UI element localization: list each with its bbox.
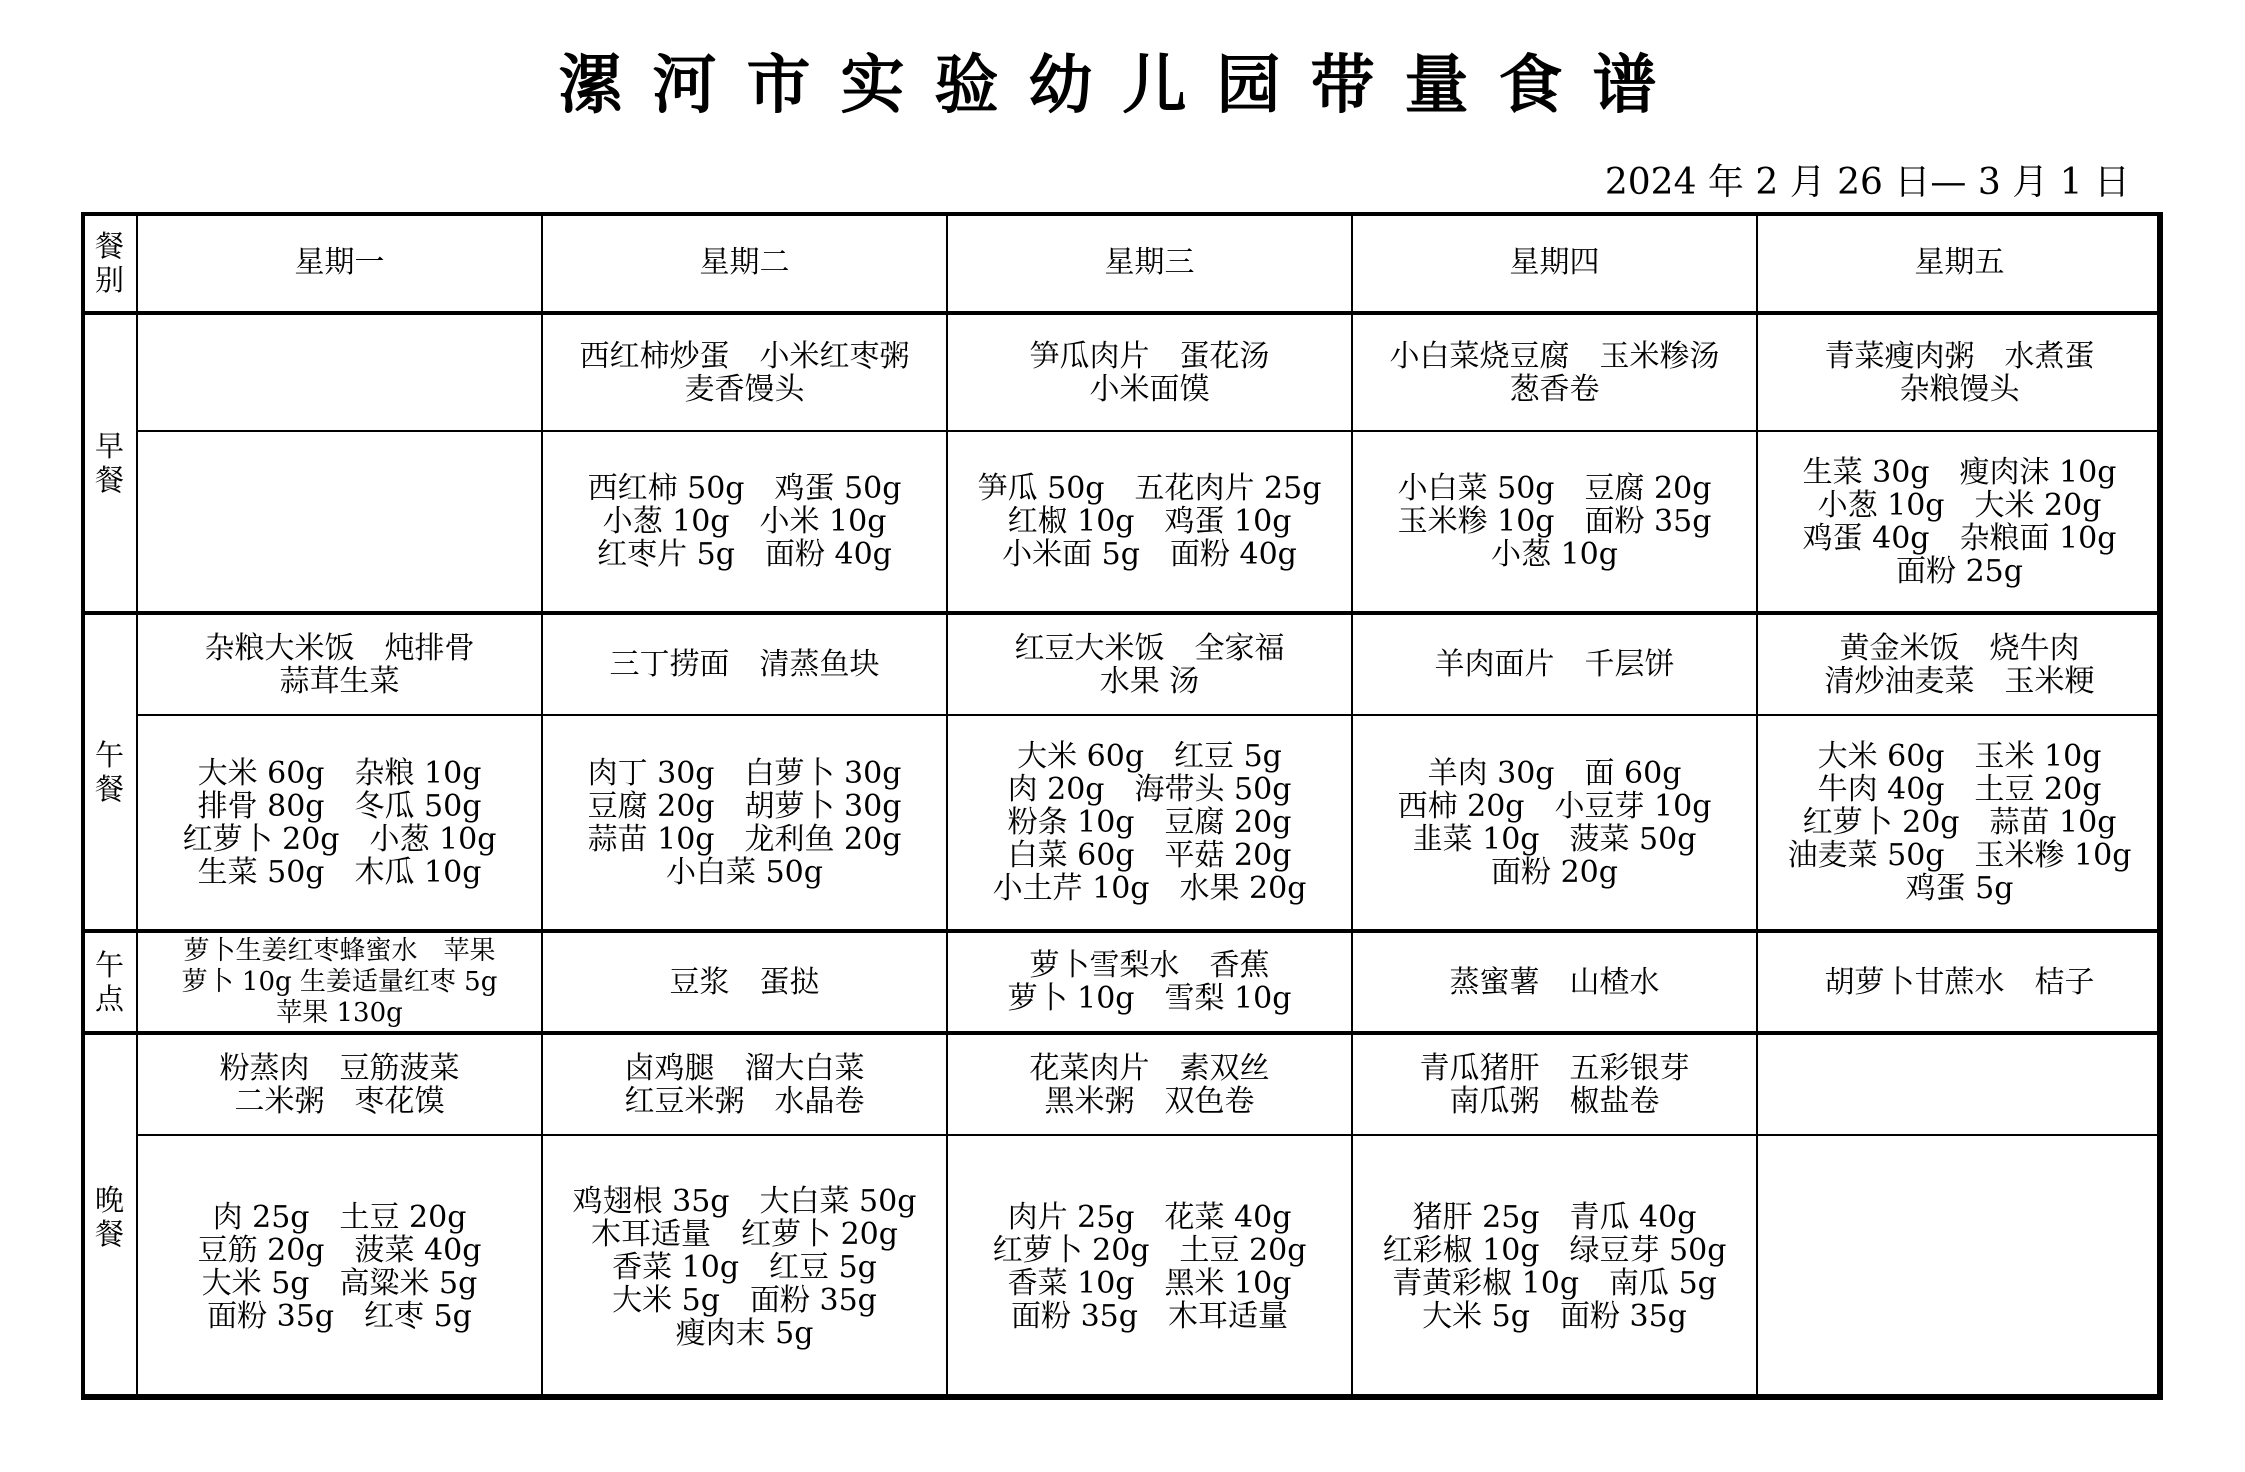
text-line: 小白菜 50g 豆腐 20g <box>1397 471 1712 506</box>
ingredient-cell <box>1352 1135 1757 1399</box>
ingredient-row <box>82 1135 2162 1399</box>
ingredient-cell <box>137 715 542 931</box>
ingredient-cell <box>947 715 1352 931</box>
snack-cell <box>1352 931 1757 1033</box>
ingredient-cell <box>542 431 947 613</box>
day-header: 星期二 <box>542 213 947 313</box>
dish-row <box>82 1033 2162 1135</box>
text-line: 西红柿 50g 鸡蛋 50g <box>587 471 902 506</box>
text-line: 木耳适量 红萝卜 20g <box>591 1216 898 1252</box>
text-line: 牛肉 40g 土豆 20g <box>1817 772 2102 807</box>
dish-cell <box>947 313 1352 431</box>
text-line: 笋瓜 50g 五花肉片 25g <box>977 471 1322 506</box>
ingredient-cell <box>137 431 542 613</box>
dish-row <box>82 613 2162 715</box>
text-line: 蒜苗 10g 龙利鱼 20g <box>587 821 902 857</box>
text-line: 萝卜 10g 雪梨 10g <box>1007 981 1292 1016</box>
day-header: 星期一 <box>137 213 542 313</box>
text-line: 排骨 80g 冬瓜 50g <box>197 788 482 824</box>
text-line: 面粉 35g 木耳适量 <box>1011 1299 1288 1334</box>
text-line: 黄金米饭 烧牛肉 <box>1839 630 2080 666</box>
text-line: 生菜 30g 瘦肉沫 10g <box>1802 454 2117 490</box>
dish-cell <box>1352 1033 1757 1135</box>
ingredient-cell <box>542 715 947 931</box>
dish-row <box>82 313 2162 431</box>
text-line: 红椒 10g 鸡蛋 10g <box>1007 504 1292 539</box>
text-line: 羊肉面片 千层饼 <box>1434 647 1675 682</box>
dish-cell <box>542 613 947 715</box>
snack-cell <box>542 931 947 1033</box>
dish-cell <box>542 313 947 431</box>
text-line: 蒜茸生菜 <box>279 663 400 699</box>
text-line: 韭菜 10g 菠菜 50g <box>1412 821 1697 857</box>
text-line: 红萝卜 20g 土豆 20g <box>992 1233 1307 1268</box>
text-line: 白菜 60g 平菇 20g <box>1007 838 1292 873</box>
snack-row <box>82 931 2162 1033</box>
dish-cell <box>1757 1033 2162 1135</box>
text-line: 水果 汤 <box>1099 663 1200 699</box>
text-line: 小米面 5g 面粉 40g <box>1002 537 1297 572</box>
text-line: 萝卜生姜红枣蜂蜜水 苹果 <box>183 935 496 966</box>
ingredient-row <box>82 715 2162 931</box>
text-line: 肉片 25g 花菜 40g <box>1007 1200 1292 1235</box>
text-line: 小葱 10g 大米 20g <box>1817 487 2102 523</box>
text-line: 粉条 10g 豆腐 20g <box>1007 805 1292 840</box>
text-line: 猪肝 25g 青瓜 40g <box>1412 1200 1697 1235</box>
text-line: 小土芹 10g 水果 20g <box>992 871 1307 906</box>
text-line: 清炒油麦菜 玉米粳 <box>1824 663 2095 699</box>
text-line: 鸡翅根 35g 大白菜 50g <box>572 1183 917 1219</box>
text-line: 鸡蛋 5g <box>1905 871 2014 906</box>
text-line: 香菜 10g 黑米 10g <box>1007 1266 1292 1301</box>
text-line: 小葱 10g <box>1491 537 1618 572</box>
text-line: 面粉 35g 红枣 5g <box>207 1299 472 1334</box>
meal-column-header: 餐别 <box>82 213 137 313</box>
text-line: 生菜 50g 木瓜 10g <box>197 854 482 890</box>
ingredient-cell <box>947 1135 1352 1399</box>
text-line: 西红柿炒蛋 小米红枣粥 <box>579 338 910 374</box>
dish-cell <box>137 1033 542 1135</box>
text-line: 红豆大米饭 全家福 <box>1014 630 1285 666</box>
dish-cell <box>137 613 542 715</box>
ingredient-row <box>82 431 2162 613</box>
meal-label: 晚餐 <box>82 1033 137 1399</box>
text-line: 蒸蜜薯 山楂水 <box>1449 964 1660 1000</box>
text-line: 青黄彩椒 10g 南瓜 5g <box>1392 1266 1717 1301</box>
text-line: 青瓜猪肝 五彩银芽 <box>1419 1050 1690 1086</box>
dish-cell <box>137 313 542 431</box>
text-line: 二米粥 枣花馍 <box>234 1083 445 1119</box>
text-line: 肉 25g 土豆 20g <box>212 1200 467 1235</box>
text-line: 麦香馒头 <box>684 371 805 407</box>
text-line: 卤鸡腿 溜大白菜 <box>624 1050 865 1086</box>
text-line: 大米 5g 面粉 35g <box>1422 1299 1687 1334</box>
text-line: 大米 5g 高粱米 5g <box>201 1266 478 1301</box>
text-line: 笋瓜肉片 蛋花汤 <box>1029 338 1270 374</box>
text-line: 大米 60g 红豆 5g <box>1017 739 1282 774</box>
ingredient-cell <box>137 1135 542 1399</box>
text-line: 豆筋 20g 菠菜 40g <box>197 1233 482 1268</box>
text-line: 粉蒸肉 豆筋菠菜 <box>219 1050 460 1086</box>
text-line: 大米 5g 面粉 35g <box>612 1282 877 1318</box>
text-line: 大米 60g 杂粮 10g <box>197 755 482 791</box>
ingredient-cell <box>1757 715 2162 931</box>
text-line: 豆浆 蛋挞 <box>669 964 820 1000</box>
ingredient-cell <box>1757 1135 2162 1399</box>
text-line: 萝卜雪梨水 香蕉 <box>1029 948 1270 983</box>
snack-cell <box>137 931 542 1033</box>
text-line: 杂粮馒头 <box>1899 371 2020 407</box>
text-line: 小白菜烧豆腐 玉米糁汤 <box>1389 338 1720 374</box>
header-row <box>82 213 2162 313</box>
text-line: 杂粮大米饭 炖排骨 <box>204 630 475 666</box>
text-line: 小葱 10g 小米 10g <box>602 504 887 539</box>
text-line: 花菜肉片 素双丝 <box>1029 1050 1270 1086</box>
text-line: 小白菜 50g <box>666 854 823 890</box>
text-line: 豆腐 20g 胡萝卜 30g <box>587 788 902 824</box>
text-line: 西柿 20g 小豆芽 10g <box>1397 788 1712 824</box>
dish-cell <box>542 1033 947 1135</box>
dish-cell <box>1757 313 2162 431</box>
text-line: 香菜 10g 红豆 5g <box>612 1249 877 1285</box>
text-line: 南瓜粥 椒盐卷 <box>1449 1083 1660 1119</box>
text-line: 鸡蛋 40g 杂粮面 10g <box>1802 520 2117 556</box>
snack-cell <box>947 931 1352 1033</box>
text-line: 肉丁 30g 白萝卜 30g <box>587 755 902 791</box>
ingredient-cell <box>542 1135 947 1399</box>
text-line: 三丁捞面 清蒸鱼块 <box>609 647 880 682</box>
text-line: 葱香卷 <box>1509 371 1600 407</box>
text-line: 红豆米粥 水晶卷 <box>624 1083 865 1119</box>
dish-cell <box>1757 613 2162 715</box>
menu-table <box>81 212 2163 1400</box>
ingredient-cell <box>1352 715 1757 931</box>
text-line: 红枣片 5g 面粉 40g <box>597 537 892 572</box>
text-line: 面粉 25g <box>1896 553 2023 589</box>
ingredient-cell <box>947 431 1352 613</box>
day-header: 星期五 <box>1757 213 2162 313</box>
text-line: 苹果 130g <box>276 997 403 1028</box>
text-line: 青菜瘦肉粥 水煮蛋 <box>1824 338 2095 374</box>
dish-cell <box>1352 313 1757 431</box>
text-line: 面粉 20g <box>1491 854 1618 890</box>
dish-cell <box>947 613 1352 715</box>
text-line: 小米面馍 <box>1089 371 1210 407</box>
text-line: 红彩椒 10g 绿豆芽 50g <box>1382 1233 1727 1268</box>
text-line: 红萝卜 20g 蒜苗 10g <box>1802 805 2117 840</box>
dish-cell <box>1352 613 1757 715</box>
text-line: 瘦肉末 5g <box>675 1315 814 1351</box>
day-header: 星期三 <box>947 213 1352 313</box>
day-header: 星期四 <box>1352 213 1757 313</box>
text-line: 油麦菜 50g 玉米糁 10g <box>1787 838 2132 873</box>
ingredient-cell <box>1757 431 2162 613</box>
snack-cell <box>1757 931 2162 1033</box>
meal-label: 早餐 <box>82 313 137 613</box>
meal-label: 午点 <box>82 931 137 1033</box>
text-line: 萝卜 10g 生姜适量红枣 5g <box>181 966 498 997</box>
text-line: 肉 20g 海带头 50g <box>1007 772 1292 807</box>
meal-label: 午餐 <box>82 613 137 931</box>
text-line: 红萝卜 20g 小葱 10g <box>182 821 497 857</box>
text-line: 大米 60g 玉米 10g <box>1817 739 2102 774</box>
text-line: 胡萝卜甘蔗水 桔子 <box>1824 964 2095 1000</box>
text-line: 黑米粥 双色卷 <box>1044 1083 1255 1119</box>
text-line: 羊肉 30g 面 60g <box>1427 755 1682 791</box>
date-range: 2024 年 2 月 26 日— 3 月 1 日 <box>1604 162 2130 203</box>
text-line: 玉米糁 10g 面粉 35g <box>1397 504 1712 539</box>
dish-cell <box>947 1033 1352 1135</box>
ingredient-cell <box>1352 431 1757 613</box>
page-title: 漯河市实验幼儿园带量食谱 <box>558 48 1687 123</box>
